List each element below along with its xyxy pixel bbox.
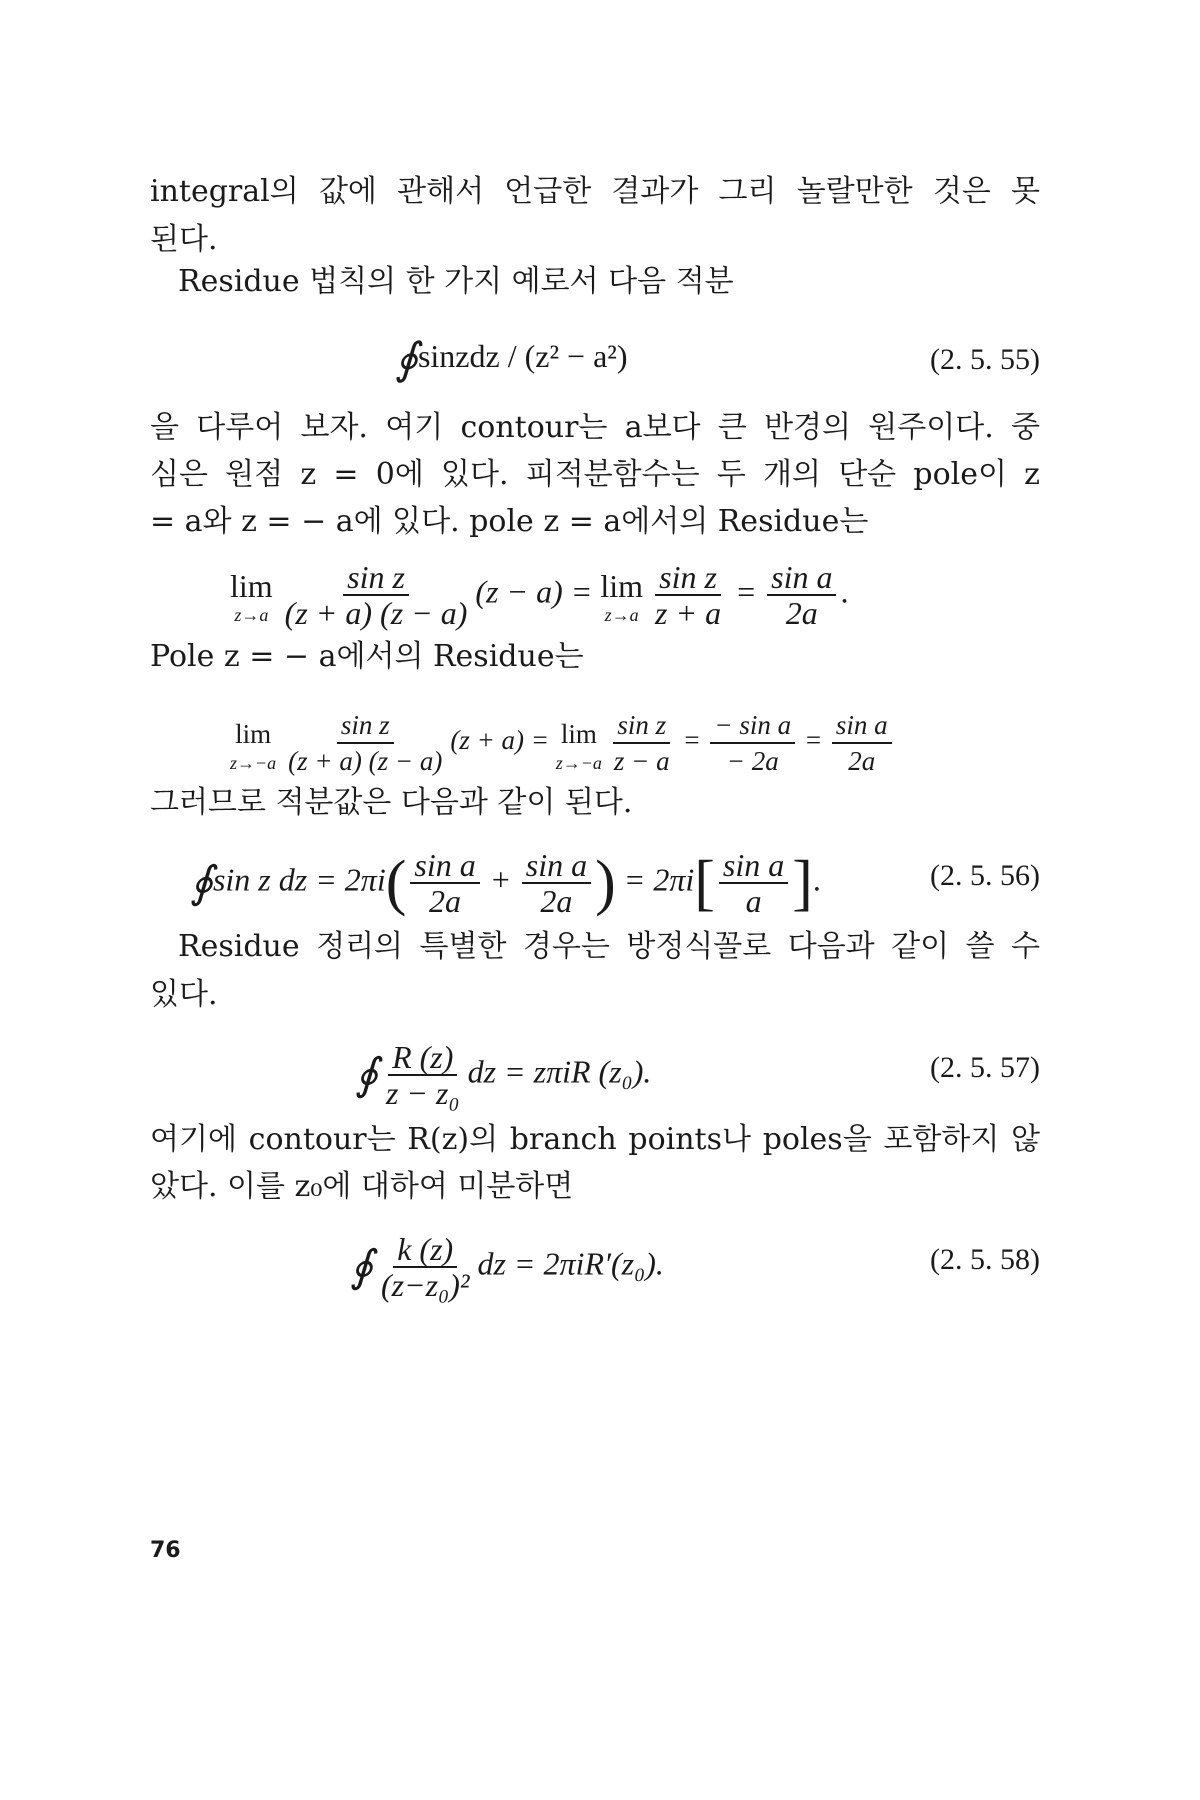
contour-integral-symbol: ∮ [395, 334, 418, 384]
text-line-1: integral의 값에 관해서 언급한 결과가 그리 놀랄만한 것은 못 [150, 174, 1040, 209]
fraction: $\frac{\text{sin a}}{2a}$ [410, 848, 479, 918]
limit-operator: lim z→a [230, 568, 273, 625]
fraction: $\frac{\text{sin z}}{(z + a) (z - a)}$ [284, 559, 468, 631]
text-line-12: 았다. 이를 z₀에 대하여 미분하면 [150, 1169, 574, 1204]
text-line-11: 여기에 contour는 R(z)의 branch points나 poles을 포함하지 않 [150, 1122, 1040, 1157]
fraction: $\frac{\text{sin a}}{2a}$ [522, 848, 591, 918]
right-paren: ) [595, 849, 616, 917]
equation-number-55: (2. 5. 55) [930, 343, 1040, 376]
equation-number-56: (2. 5. 56) [930, 859, 1040, 892]
fraction: $\frac{k (z)}{\text{(z−z₀)²}}$ [380, 1231, 470, 1303]
text-line-9: Residue 정리의 특별한 경우는 방정식꼴로 다음과 같이 쓸 수 [178, 929, 1040, 964]
left-bracket: [ [694, 849, 715, 917]
text-line-8: 그러므로 적분값은 다음과 같이 된다. [150, 785, 633, 820]
residue-equation-positive: lim z→a $\frac{\text{sin z}}{(z + a) (z - a)}$ (z − a) = lim z→a $\frac{\text{sin z}}{z + a}$ = $\frac{\text{sin a}}{2a}$ . [230, 559, 849, 631]
contour-integral-symbol: ∮ [355, 1050, 378, 1099]
left-paren: ( [385, 849, 407, 917]
fraction: $\frac{\text{sin a}}{2a}$ [767, 560, 836, 630]
equation-number-57: (2. 5. 57) [930, 1051, 1040, 1084]
text-line-2: 된다. [150, 222, 218, 257]
factor: (z − a) = [475, 573, 593, 610]
right-bracket: ] [792, 849, 813, 917]
fraction: $\frac{R (z)}{\text{z − z₀}}$ [385, 1039, 460, 1111]
text-line-6: = a와 z = − a에 있다. pole z = a에서의 Residue는 [150, 504, 869, 539]
text-line-10: 있다. [150, 977, 218, 1012]
fraction: $\frac{\text{sin z}}{z - a}$ [613, 710, 670, 776]
equation-2-5-58: ∮ $\frac{k (z)}{\text{(z−z₀)²}}$ dz = 2πiR′(z₀). [350, 1231, 664, 1303]
fraction: $\frac{\text{sin a}}{a}$ [719, 848, 788, 918]
fraction: $\frac{\text{− sin a}}{- 2a}$ [710, 708, 795, 778]
page-number: 76 [150, 1538, 181, 1563]
limit-operator: lim z→−a [555, 719, 602, 773]
fraction: $\frac{\text{sin a}}{2a}$ [832, 708, 892, 778]
equation-2-5-56: ∮sin z dz = 2πi( $\frac{\text{sin a}}{2a}$ + $\frac{\text{sin a}}{2a}$ ) = 2πi[ $\frac{\text{sin a}}{a}$ ]. [190, 847, 821, 919]
text-line-5: 심은 원점 z = 0에 있다. 피적분함수는 두 개의 단순 pole이 z [150, 457, 1040, 492]
equation-55-body: sinzdz / (z² − a²) [417, 338, 628, 374]
factor: (z + a) = [450, 725, 550, 756]
contour-integral-symbol: ∮ [190, 858, 213, 907]
equation-2-5-55 [395, 334, 628, 384]
text-line-3: Residue 법칙의 한 가지 예로서 다음 적분 [178, 264, 734, 299]
limit-operator: lim z→−a [230, 719, 277, 773]
fraction: $\frac{\text{sin z}}{(z + a) (z - a)}$ [288, 710, 443, 776]
equation-number-58: (2. 5. 58) [930, 1243, 1040, 1276]
equation-2-5-57: ∮ $\frac{R (z)}{\text{z − z₀}}$ dz = zπiR (z₀). [355, 1039, 652, 1111]
text-line-4: 을 다루어 보자. 여기 contour는 a보다 큰 반경의 원주이다. 중 [150, 410, 1040, 445]
fraction: $\frac{\text{sin z}}{z + a}$ [655, 559, 722, 631]
contour-integral-symbol: ∮ [350, 1242, 373, 1291]
text-line-7: Pole z = − a에서의 Residue는 [150, 639, 584, 674]
limit-operator: lim z→a [600, 568, 644, 625]
residue-equation-negative: lim z→−a $\frac{\text{sin z}}{(z + a) (z - a)}$ (z + a) = lim z→−a $\frac{\text{sin z}}{z - a}$ = $\frac{\text{− sin a}}{- 2a}$ = $\frac{\text{sin a}}{2a}$ [230, 708, 896, 778]
